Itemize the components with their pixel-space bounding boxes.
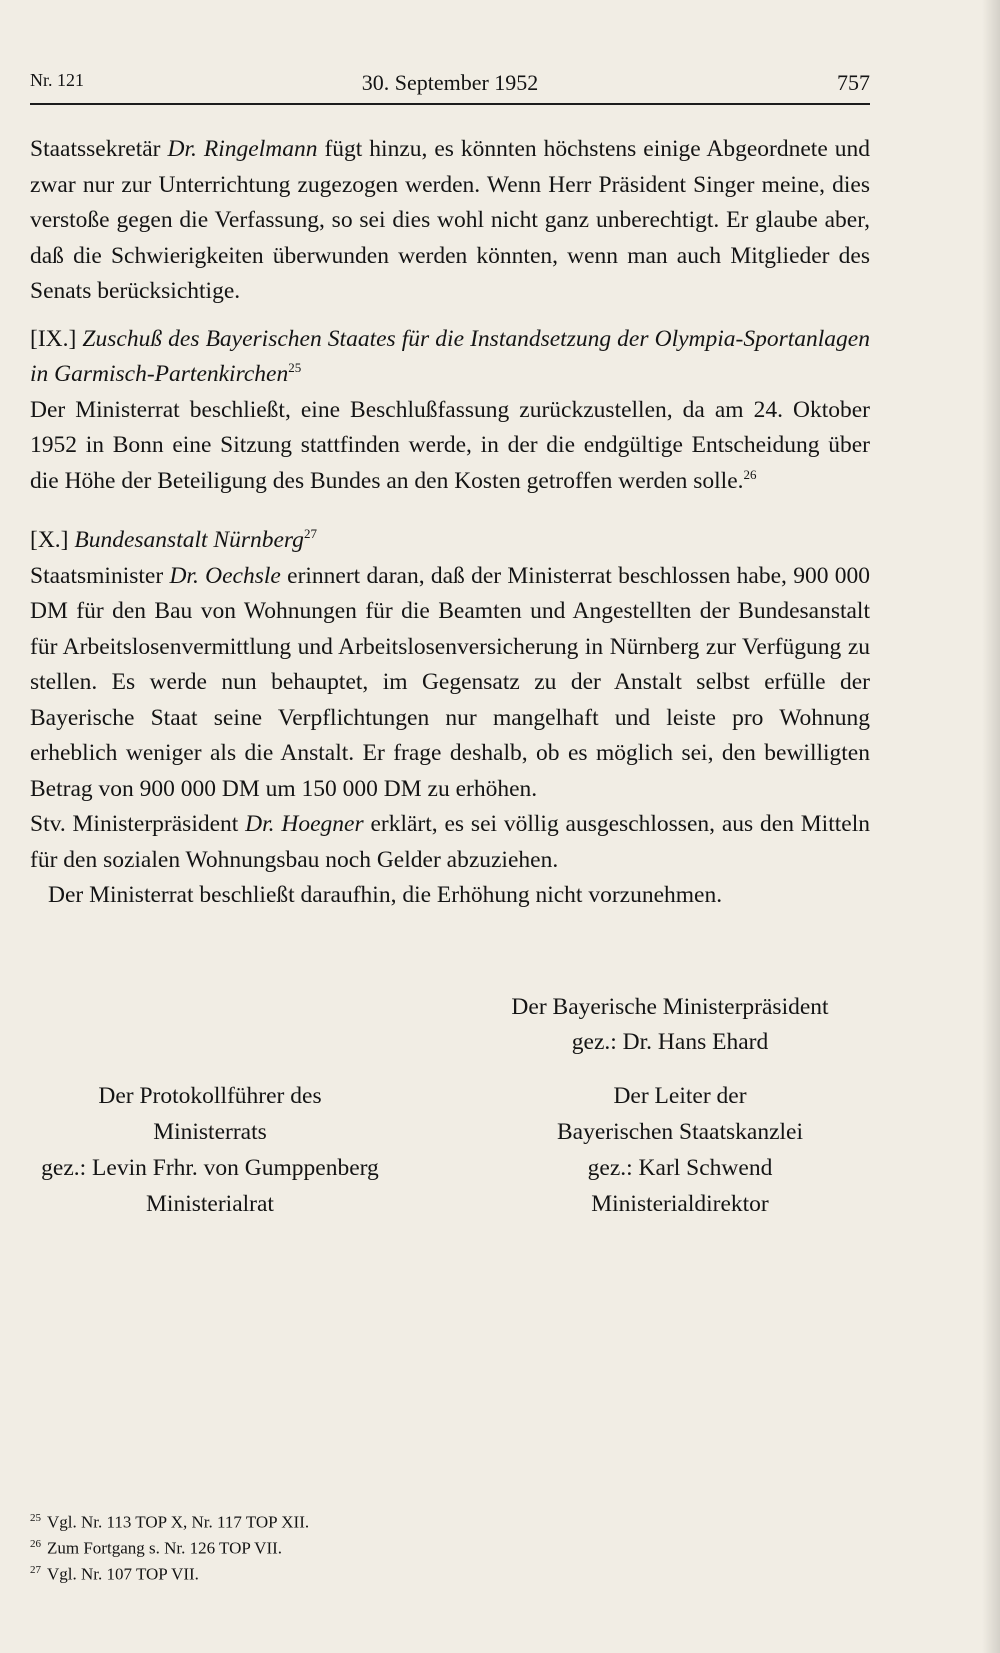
document-date: 30. September 1952 bbox=[361, 70, 539, 95]
header-rule bbox=[30, 103, 870, 105]
page-edge-shadow bbox=[982, 0, 1000, 1653]
paragraph-final-decision: Der Ministerrat beschließt daraufhin, die Erhöhung nicht vorzunehmen. bbox=[48, 882, 723, 908]
footnote: $^{27}$ Vgl. Nr. 107 TOP VII. bbox=[30, 1564, 199, 1584]
person-name: Hoegner bbox=[281, 811, 364, 837]
paragraph-ringelmann: Staatssekretär Dr. Ringelmann fügt hinzu, es könnten höchstens einige Abgeordnete und zwar nur zur Unterrichtung zugezogen werden. Wenn Herr Präsident Singer meine, dies verstoße gegen die Verfassung, so sei dies wohl nicht ganz unberechtigt. Er glaube aber, daß die Schwierigkeiten überwunden werden könnten, wenn man auch Mitglieder des Senats berücksichtige. bbox=[30, 136, 871, 304]
footnote-ref: 26 bbox=[743, 466, 757, 482]
running-header bbox=[30, 70, 870, 100]
paragraph-oechsle: Staatsminister Dr. Oechsle erinnert daran, daß der Ministerrat beschlossen habe, 900 000 DM für den Bau von Wohnungen für die Beamten und Angestellten der Bundesanstalt für Arbeitslosenvermittlung und Arbeitslosenversicherung in Nürnberg zur Verfügung zu stellen. Es werde nun behauptet, im Gegensatz zu der Anstalt selbst erfülle der Bayerische Staat seine Verpflichtungen nur mangelhaft und leiste pro Wohnung erheblich weniger als die Anstalt. Er frage deshalb, ob es möglich sei, den bewilligten Betrag von 900 000 DM um 150 000 DM zu erhöhen. bbox=[30, 562, 871, 802]
page-number: 757 bbox=[837, 70, 870, 95]
agenda-title: Bundesanstalt Nürnberg bbox=[68, 527, 304, 553]
agenda-title: Zuschuß des Bayerischen Staates für die Instandsetzung der Olympia-Sportanlagen in Garmisch-Partenkirchen bbox=[30, 325, 870, 387]
agenda-number: [X.] bbox=[30, 527, 69, 553]
agenda-number: [IX.] bbox=[30, 325, 77, 352]
agenda-heading-ix bbox=[30, 322, 870, 393]
person-name: Oechsle bbox=[205, 562, 281, 589]
person-name: Ringelmann bbox=[203, 136, 318, 162]
paragraph-hoegner: Stv. Ministerpräsident Dr. Hoegner erklärt, es sei völlig ausgeschlossen, aus den Mitteln für den sozialen Wohnungsbau noch Gelder abzuziehen. bbox=[30, 811, 870, 873]
footnote: $^{25}$ Vgl. Nr. 113 TOP X, Nr. 117 TOP XII. bbox=[30, 1512, 310, 1532]
signature-president: Der Bayerische Ministerpräsident gez.: Dr. Hans Ehard bbox=[511, 994, 829, 1055]
signature-protocol-keeper: Der Protokollführer des Ministerrats gez.: Levin Frhr. von Gumppenberg Ministerialrat bbox=[41, 1083, 379, 1217]
signature-chancellery-head: Der Leiter der Bayerischen Staatskanzlei gez.: Karl Schwend Ministerialdirektor bbox=[556, 1083, 803, 1217]
protocol-body bbox=[30, 132, 870, 914]
footnote: $^{26}$ Zum Fortgang s. Nr. 126 TOP VII. bbox=[30, 1538, 283, 1558]
footnote-ref: 27 bbox=[303, 526, 317, 542]
footnote-ref: 25 bbox=[288, 360, 302, 376]
agenda-heading-x bbox=[30, 523, 870, 559]
document-number: Nr. 121 bbox=[30, 70, 84, 90]
paragraph-decision-olympia: Der Ministerrat beschließt, eine Beschlußfassung zurückzustellen, da am 24. Oktober 1952 in Bonn eine Sitzung stattfinden werde, in der die endgültige Entscheidung über die Höhe der Beteiligung des Bundes an den Kosten getroffen werden solle.$^{26}$ bbox=[30, 396, 870, 494]
